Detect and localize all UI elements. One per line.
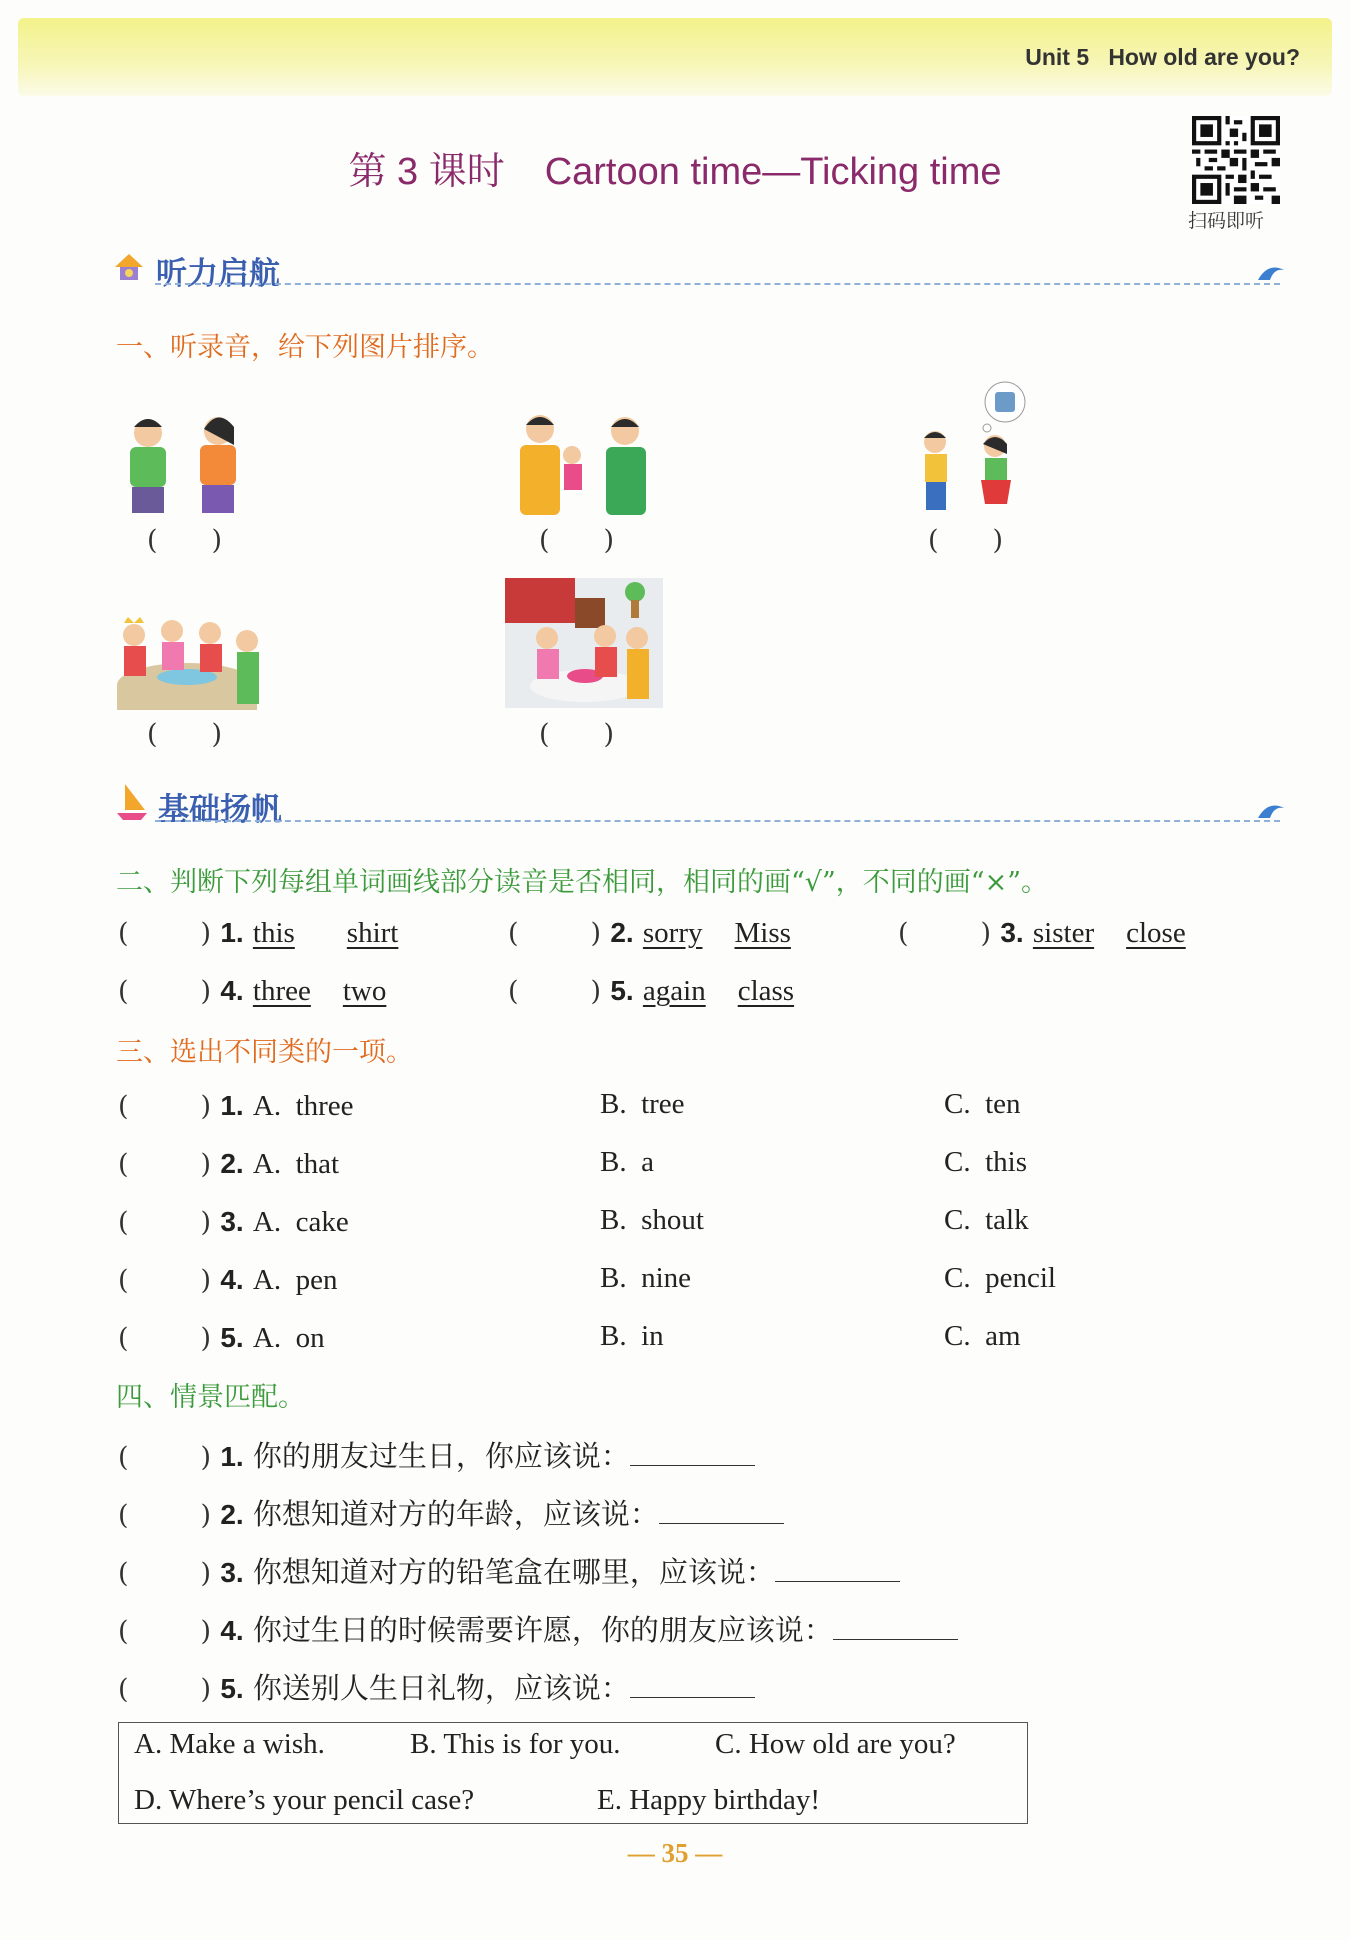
- answer-paren-1[interactable]: ( ): [147, 525, 223, 556]
- q2-item-5: ( ) 5. again class: [508, 975, 795, 1007]
- answer-paren[interactable]: (: [118, 1500, 129, 1531]
- section-divider: [155, 820, 1280, 822]
- answer-blank[interactable]: [833, 1615, 958, 1640]
- picture-5: [505, 578, 663, 708]
- answer-blank[interactable]: [659, 1499, 784, 1524]
- sailboat-icon: [115, 782, 149, 822]
- picture-1: [118, 405, 258, 515]
- house-icon: [112, 250, 146, 284]
- section-divider: [155, 283, 1280, 285]
- option-c: C. How old are you?: [715, 1728, 956, 1760]
- unit-number: Unit 5: [1025, 44, 1090, 70]
- q2-item-3: ( ) 3. sister close: [898, 917, 1186, 949]
- option-a: A. cake: [252, 1206, 349, 1238]
- lesson-title: [0, 140, 1350, 195]
- q2-item-2: ( ) 2. sorry Miss: [508, 917, 791, 949]
- q4-item-1: ( ) 1. 你的朋友过生日，你应该说：: [118, 1434, 755, 1475]
- option-a: A. on: [252, 1322, 325, 1354]
- option-c: C. ten: [944, 1088, 1021, 1120]
- option-c: C. pencil: [944, 1262, 1056, 1294]
- unit-header: [1025, 44, 1300, 71]
- q4-item-3: ( ) 3. 你想知道对方的铅笔盒在哪里，应该说：: [118, 1550, 900, 1591]
- q3-item-5: ( ) 5. A. on B. in C. am: [118, 1320, 1021, 1354]
- answer-paren-3[interactable]: ( ): [928, 525, 1004, 556]
- section-basics-title: 基础扬帆: [158, 792, 282, 827]
- q2-item-4: ( ) 4. three two: [118, 975, 387, 1007]
- q4-item-2: ( ) 2. 你想知道对方的年龄，应该说：: [118, 1492, 784, 1533]
- q1-title: 一、听录音，给下列图片排序。: [116, 332, 494, 363]
- q3-title: 三、选出不同类的一项。: [116, 1037, 413, 1068]
- option-a: A. Make a wish.: [134, 1728, 325, 1760]
- picture-4: [112, 605, 270, 710]
- qr-label: 扫码即听: [1188, 210, 1265, 232]
- answer-paren[interactable]: (: [118, 1674, 129, 1705]
- answer-paren[interactable]: (: [118, 918, 129, 949]
- answer-paren[interactable]: (: [118, 1616, 129, 1647]
- option-b: B. in: [600, 1320, 664, 1352]
- q4-item-4: ( ) 4. 你过生日的时候需要许愿，你的朋友应该说：: [118, 1608, 958, 1649]
- q2-title: 二、判断下列每组单词画线部分读音是否相同，相同的画“√”，不同的画“×”。: [116, 867, 1049, 898]
- page-number: — 35 —: [627, 1838, 723, 1868]
- unit-title: How old are you?: [1108, 44, 1300, 70]
- q4-title: 四、情景匹配。: [116, 1382, 305, 1413]
- option-d: D. Where’s your pencil case?: [134, 1784, 475, 1816]
- option-a: A. pen: [252, 1264, 338, 1296]
- lesson-title-cn: 第 3 课时: [348, 151, 505, 193]
- answer-paren-4[interactable]: ( ): [147, 719, 223, 750]
- option-b: B. This is for you.: [410, 1728, 621, 1760]
- answer-paren[interactable]: (: [118, 1091, 129, 1122]
- answer-paren[interactable]: (: [118, 1265, 129, 1296]
- option-c: C. talk: [944, 1204, 1029, 1236]
- answer-paren[interactable]: (: [118, 1207, 129, 1238]
- q4-item-5: ( ) 5. 你送别人生日礼物，应该说：: [118, 1666, 755, 1707]
- answer-paren[interactable]: (: [118, 1558, 129, 1589]
- qr-code-icon[interactable]: [1192, 116, 1280, 204]
- answer-paren-5[interactable]: ( ): [539, 719, 615, 750]
- wave-icon: [1256, 260, 1286, 284]
- picture-2: [510, 405, 660, 515]
- answer-paren[interactable]: (: [118, 1442, 129, 1473]
- section-listening-title: 听力启航: [156, 256, 280, 291]
- option-e: E. Happy birthday!: [597, 1784, 821, 1816]
- answer-blank[interactable]: [630, 1673, 755, 1698]
- wave-icon: [1256, 798, 1286, 822]
- option-c: C. this: [944, 1146, 1027, 1178]
- answer-paren[interactable]: (: [118, 1323, 129, 1354]
- picture-3: [915, 380, 1035, 515]
- lesson-title-en: Cartoon time—Ticking time: [544, 151, 1002, 193]
- q3-item-4: ( ) 4. A. pen B. nine C. pencil: [118, 1262, 1056, 1296]
- option-c: C. am: [944, 1320, 1021, 1352]
- q3-item-1: ( ) 1. A. three B. tree C. ten: [118, 1088, 1021, 1122]
- q3-item-3: ( ) 3. A. cake B. shout C. talk: [118, 1204, 1029, 1238]
- answer-paren[interactable]: (: [118, 1149, 129, 1180]
- answer-paren-2[interactable]: ( ): [539, 525, 615, 556]
- option-b: B. nine: [600, 1262, 692, 1294]
- answer-blank[interactable]: [775, 1557, 900, 1582]
- option-a: A. that: [252, 1148, 340, 1180]
- option-b: B. shout: [600, 1204, 704, 1236]
- q3-item-2: ( ) 2. A. that B. a C. this: [118, 1146, 1027, 1180]
- option-b: B. tree: [600, 1088, 685, 1120]
- option-a: A. three: [252, 1090, 354, 1122]
- q2-item-1: ( ) 1. this shirt: [118, 917, 399, 949]
- answer-blank[interactable]: [630, 1441, 755, 1466]
- option-b: B. a: [600, 1146, 654, 1178]
